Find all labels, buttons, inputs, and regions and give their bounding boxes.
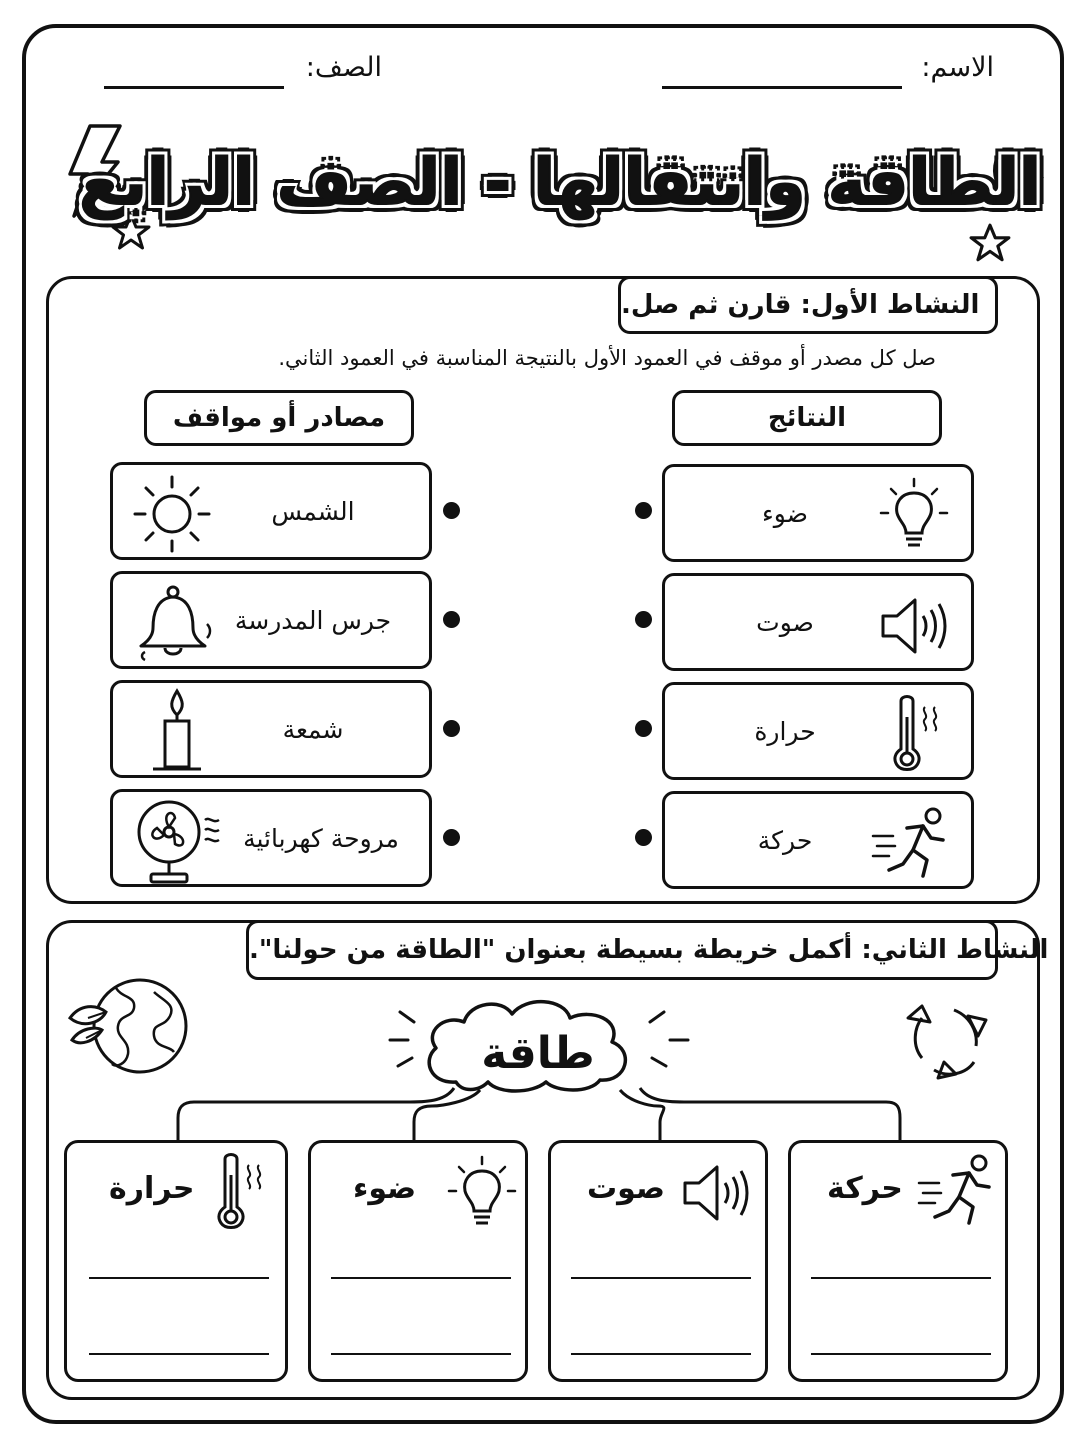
answer-line[interactable] (89, 1353, 269, 1355)
answer-line[interactable] (331, 1277, 511, 1279)
result-label: ضوء (762, 499, 808, 528)
source-card-sun (110, 462, 432, 560)
globe-icon (66, 978, 190, 1078)
activity-1-instruction: صل كل مصدر أو موقف في العمود الأول بالنتيجة المناسبة في العمود الثاني. (278, 346, 936, 370)
map-box-label: حركة (827, 1171, 903, 1206)
sources-header: مصادر أو مواقف (144, 390, 414, 446)
map-box-heat (64, 1140, 288, 1382)
star-icon (968, 222, 1012, 264)
running-person-icon (917, 1153, 999, 1229)
match-dot-result[interactable] (635, 720, 652, 737)
speaker-icon (879, 596, 949, 656)
sun-icon (131, 473, 213, 555)
source-card-candle (110, 680, 432, 778)
candle-icon (147, 689, 207, 775)
answer-line[interactable] (331, 1353, 511, 1355)
match-dot-result[interactable] (635, 829, 652, 846)
result-card-light (662, 464, 974, 562)
recycle-icon (904, 1002, 990, 1082)
result-label: حركة (757, 826, 813, 855)
speaker-icon (681, 1163, 751, 1223)
match-dot-result[interactable] (635, 611, 652, 628)
class-field[interactable] (104, 86, 284, 89)
answer-line[interactable] (811, 1353, 991, 1355)
source-label: مروحة كهربائية (243, 824, 399, 853)
name-field[interactable] (662, 86, 902, 89)
match-dot-result[interactable] (635, 502, 652, 519)
answer-line[interactable] (89, 1277, 269, 1279)
fan-icon (135, 798, 231, 886)
result-label: حرارة (754, 717, 816, 746)
answer-line[interactable] (571, 1353, 751, 1355)
source-label: شمعة (282, 715, 344, 744)
map-box-light (308, 1140, 528, 1382)
lightbulb-icon (447, 1155, 517, 1231)
match-dot-source[interactable] (443, 502, 460, 519)
match-dot-source[interactable] (443, 829, 460, 846)
result-card-sound (662, 573, 974, 671)
map-box-motion (788, 1140, 1008, 1382)
source-card-bell (110, 571, 432, 669)
running-person-icon (871, 806, 953, 882)
result-card-motion (662, 791, 974, 889)
lightbulb-icon (879, 477, 949, 553)
map-box-sound (548, 1140, 768, 1382)
result-label: صوت (756, 608, 814, 637)
map-box-label: صوت (587, 1171, 665, 1206)
answer-line[interactable] (811, 1277, 991, 1279)
map-box-label: حرارة (109, 1171, 195, 1206)
results-header: النتائج (672, 390, 942, 446)
match-dot-source[interactable] (443, 720, 460, 737)
class-label: الصف: (305, 52, 382, 83)
map-box-label: ضوء (353, 1171, 417, 1206)
answer-line[interactable] (571, 1277, 751, 1279)
name-label: الاسم: (921, 52, 994, 83)
result-card-heat (662, 682, 974, 780)
activity-2-title: النشاط الثاني: أكمل خريطة بسيطة بعنوان "الطاقة من حولنا". (246, 920, 998, 980)
source-label: الشمس (271, 497, 355, 526)
thermometer-icon (887, 693, 947, 775)
thermometer-icon (211, 1151, 271, 1233)
map-center-label: طاقة (481, 1027, 595, 1079)
match-dot-source[interactable] (443, 611, 460, 628)
map-connectors (170, 1084, 910, 1144)
activity-1-title: النشاط الأول: قارن ثم صل. (618, 276, 998, 334)
source-card-fan (110, 789, 432, 887)
source-label: جرس المدرسة (234, 606, 392, 635)
page-title: الطاقة وانتقالها - الصف الرابع (79, 146, 1041, 220)
bell-icon (137, 584, 217, 662)
